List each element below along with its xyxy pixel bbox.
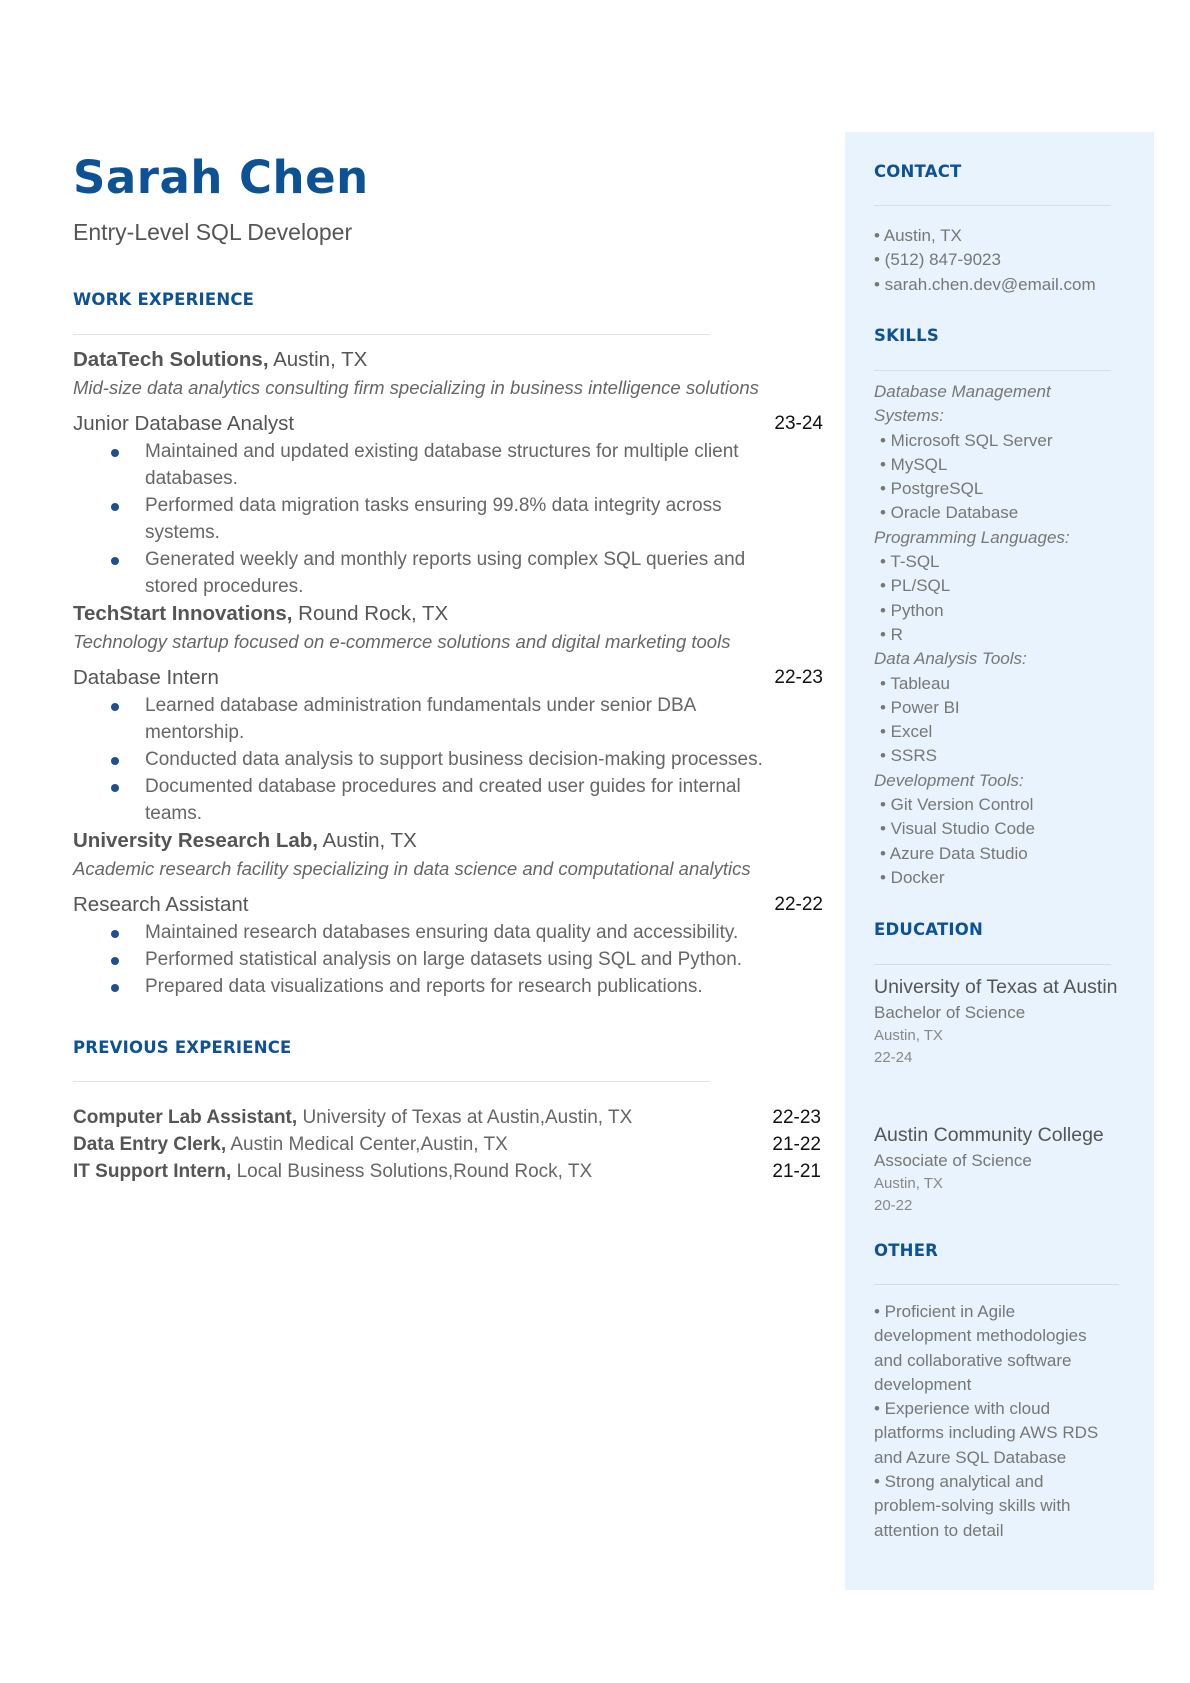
skill-category: [874, 647, 1089, 768]
previous-dates: 22-23: [772, 1107, 821, 1128]
skill-item: • Azure Data Studio: [880, 843, 1028, 863]
job-bullet: [73, 773, 823, 827]
education-degree: Bachelor of Science: [874, 1003, 1026, 1022]
company-description: Technology startup focused on e-commerce solutions and digital marketing tools: [73, 631, 731, 652]
contact-divider: [874, 205, 1111, 206]
education-location: Austin, TX: [874, 1027, 943, 1044]
job-bullets: [73, 692, 823, 827]
bullet-icon: [111, 957, 119, 965]
job-bullet: [73, 946, 823, 973]
bullet-text: Maintained and updated existing database structures for multiple client databases.: [145, 441, 739, 489]
previous-experience-list: [73, 1104, 823, 1185]
previous-dates: 21-22: [772, 1134, 821, 1155]
job-bullet: [73, 973, 823, 1000]
education-divider: [874, 964, 1111, 965]
bullet-icon: [111, 984, 119, 992]
skill-item: • MySQL: [880, 454, 948, 474]
job-entry: [73, 600, 823, 827]
role-row: [73, 410, 823, 438]
other-item: • Proficient in Agile development methodologies and collaborative software development: [874, 1302, 1087, 1394]
previous-place: University of Texas at Austin,Austin, TX: [297, 1107, 633, 1128]
job-role: Research Assistant: [73, 893, 249, 916]
skill-item: • PostgreSQL: [880, 479, 984, 499]
company-location: Round Rock, TX: [292, 602, 449, 625]
skill-category: [874, 380, 1089, 526]
skill-category-name: Database Management Systems:: [874, 382, 1051, 426]
skills-divider: [874, 370, 1111, 371]
job-bullet: [73, 919, 823, 946]
company-name: TechStart Innovations,: [73, 602, 293, 625]
skill-item: • Oracle Database: [880, 503, 1019, 523]
skill-category-name: Programming Languages:: [874, 527, 1070, 547]
skills-heading: SKILLS: [874, 326, 939, 345]
contact-email[interactable]: • sarah.chen.dev@email.com: [874, 274, 1096, 294]
company-line: [73, 827, 823, 855]
previous-experience-item: [73, 1131, 823, 1158]
candidate-name: Sarah Chen: [73, 151, 369, 204]
education-entry: [874, 1122, 1134, 1217]
bullet-text: Generated weekly and monthly reports using complex SQL queries and stored procedures.: [145, 549, 746, 597]
job-dates: 22-23: [774, 667, 823, 688]
other-list: [874, 1300, 1109, 1543]
skill-item: • PL/SQL: [880, 576, 951, 596]
contact-heading: CONTACT: [874, 162, 962, 181]
work-experience-heading: WORK EXPERIENCE: [73, 290, 255, 309]
job-bullet: [73, 692, 823, 746]
bullet-icon: [111, 757, 119, 765]
bullet-text: Learned database administration fundamentals under senior DBA mentorship.: [145, 695, 696, 743]
bullet-text: Documented database procedures and created user guides for internal teams.: [145, 776, 741, 824]
job-bullet: [73, 546, 823, 600]
previous-place: Local Business Solutions,Round Rock, TX: [231, 1161, 593, 1182]
role-row: [73, 664, 823, 692]
skill-item: • Visual Studio Code: [880, 819, 1035, 839]
main-column: [73, 150, 823, 1182]
bullet-icon: [111, 503, 119, 511]
skill-item: • T-SQL: [880, 552, 940, 572]
education-location: Austin, TX: [874, 1175, 943, 1192]
skill-item: • Tableau: [880, 673, 950, 693]
other-heading: OTHER: [874, 1241, 939, 1260]
skills-list: [874, 380, 1089, 890]
job-role: Database Intern: [73, 666, 219, 689]
skill-category-name: Data Analysis Tools:: [874, 649, 1027, 669]
skill-item: • R: [880, 624, 903, 644]
contact-list: [874, 224, 1134, 297]
education-dates: 20-22: [874, 1197, 913, 1214]
job-bullet: [73, 746, 823, 773]
skill-item: • Power BI: [880, 697, 960, 717]
job-bullet: [73, 492, 823, 546]
company-location: Austin, TX: [268, 348, 368, 371]
skill-item: • Docker: [880, 867, 945, 887]
previous-role: Computer Lab Assistant,: [73, 1107, 298, 1128]
work-experience-divider: [73, 334, 710, 335]
education-degree: Associate of Science: [874, 1151, 1032, 1170]
job-entry: [73, 827, 823, 1000]
previous-role: Data Entry Clerk,: [73, 1134, 227, 1155]
skill-category-name: Development Tools:: [874, 770, 1024, 790]
previous-role: IT Support Intern,: [73, 1161, 232, 1182]
job-bullets: [73, 438, 823, 600]
education-entry: [874, 974, 1119, 1069]
bullet-text: Conducted data analysis to support business decision-making processes.: [145, 749, 763, 770]
bullet-text: Performed statistical analysis on large datasets using SQL and Python.: [145, 949, 743, 970]
bullet-icon: [111, 930, 119, 938]
bullet-text: Maintained research databases ensuring data quality and accessibility.: [145, 922, 739, 943]
skill-item: • SSRS: [880, 746, 937, 766]
company-line: [73, 600, 823, 628]
job-bullets: [73, 919, 823, 1000]
skill-item: • Excel: [880, 722, 933, 742]
company-name: University Research Lab,: [73, 829, 318, 852]
sidebar: [845, 132, 1154, 1590]
other-item: • Strong analytical and problem-solving skills with attention to detail: [874, 1472, 1071, 1540]
job-dates: 22-22: [774, 894, 823, 915]
previous-experience-heading: PREVIOUS EXPERIENCE: [73, 1038, 292, 1057]
skill-item: • Microsoft SQL Server: [880, 430, 1053, 450]
previous-experience-item: [73, 1104, 823, 1131]
other-item: • Experience with cloud platforms including AWS RDS and Azure SQL Database: [874, 1399, 1099, 1467]
contact-location: • Austin, TX: [874, 226, 962, 245]
company-description: Mid-size data analytics consulting firm specializing in business intelligence solutions: [73, 377, 759, 398]
job-bullet: [73, 438, 823, 492]
other-divider: [874, 1284, 1119, 1285]
previous-dates: 21-21: [772, 1161, 821, 1182]
bullet-text: Performed data migration tasks ensuring 99.8% data integrity across systems.: [145, 495, 722, 543]
work-experience-list: [73, 346, 823, 1000]
company-name: DataTech Solutions,: [73, 348, 269, 371]
education-school: Austin Community College: [874, 1124, 1104, 1146]
job-role: Junior Database Analyst: [73, 412, 295, 435]
education-dates: 22-24: [874, 1049, 913, 1066]
role-row: [73, 891, 823, 919]
company-location: Austin, TX: [317, 829, 417, 852]
bullet-icon: [111, 703, 119, 711]
bullet-icon: [111, 449, 119, 457]
bullet-text: Prepared data visualizations and reports for research publications.: [145, 976, 703, 997]
company-description: Academic research facility specializing in data science and computational analytics: [73, 858, 751, 879]
candidate-title: Entry-Level SQL Developer: [73, 219, 353, 245]
bullet-icon: [111, 557, 119, 565]
job-entry: [73, 346, 823, 600]
previous-experience-item: [73, 1158, 823, 1185]
bullet-icon: [111, 784, 119, 792]
skill-item: • Git Version Control: [880, 795, 1034, 815]
previous-experience-divider: [73, 1081, 710, 1082]
job-dates: 23-24: [774, 413, 823, 434]
skill-item: • Python: [880, 600, 944, 620]
education-heading: EDUCATION: [874, 920, 983, 939]
education-school: University of Texas at Austin: [874, 976, 1118, 998]
skill-category: [874, 526, 1089, 647]
skill-category: [874, 769, 1089, 890]
company-line: [73, 346, 823, 374]
contact-phone[interactable]: • (512) 847-9023: [874, 250, 1001, 270]
previous-place: Austin Medical Center,Austin, TX: [226, 1134, 508, 1155]
